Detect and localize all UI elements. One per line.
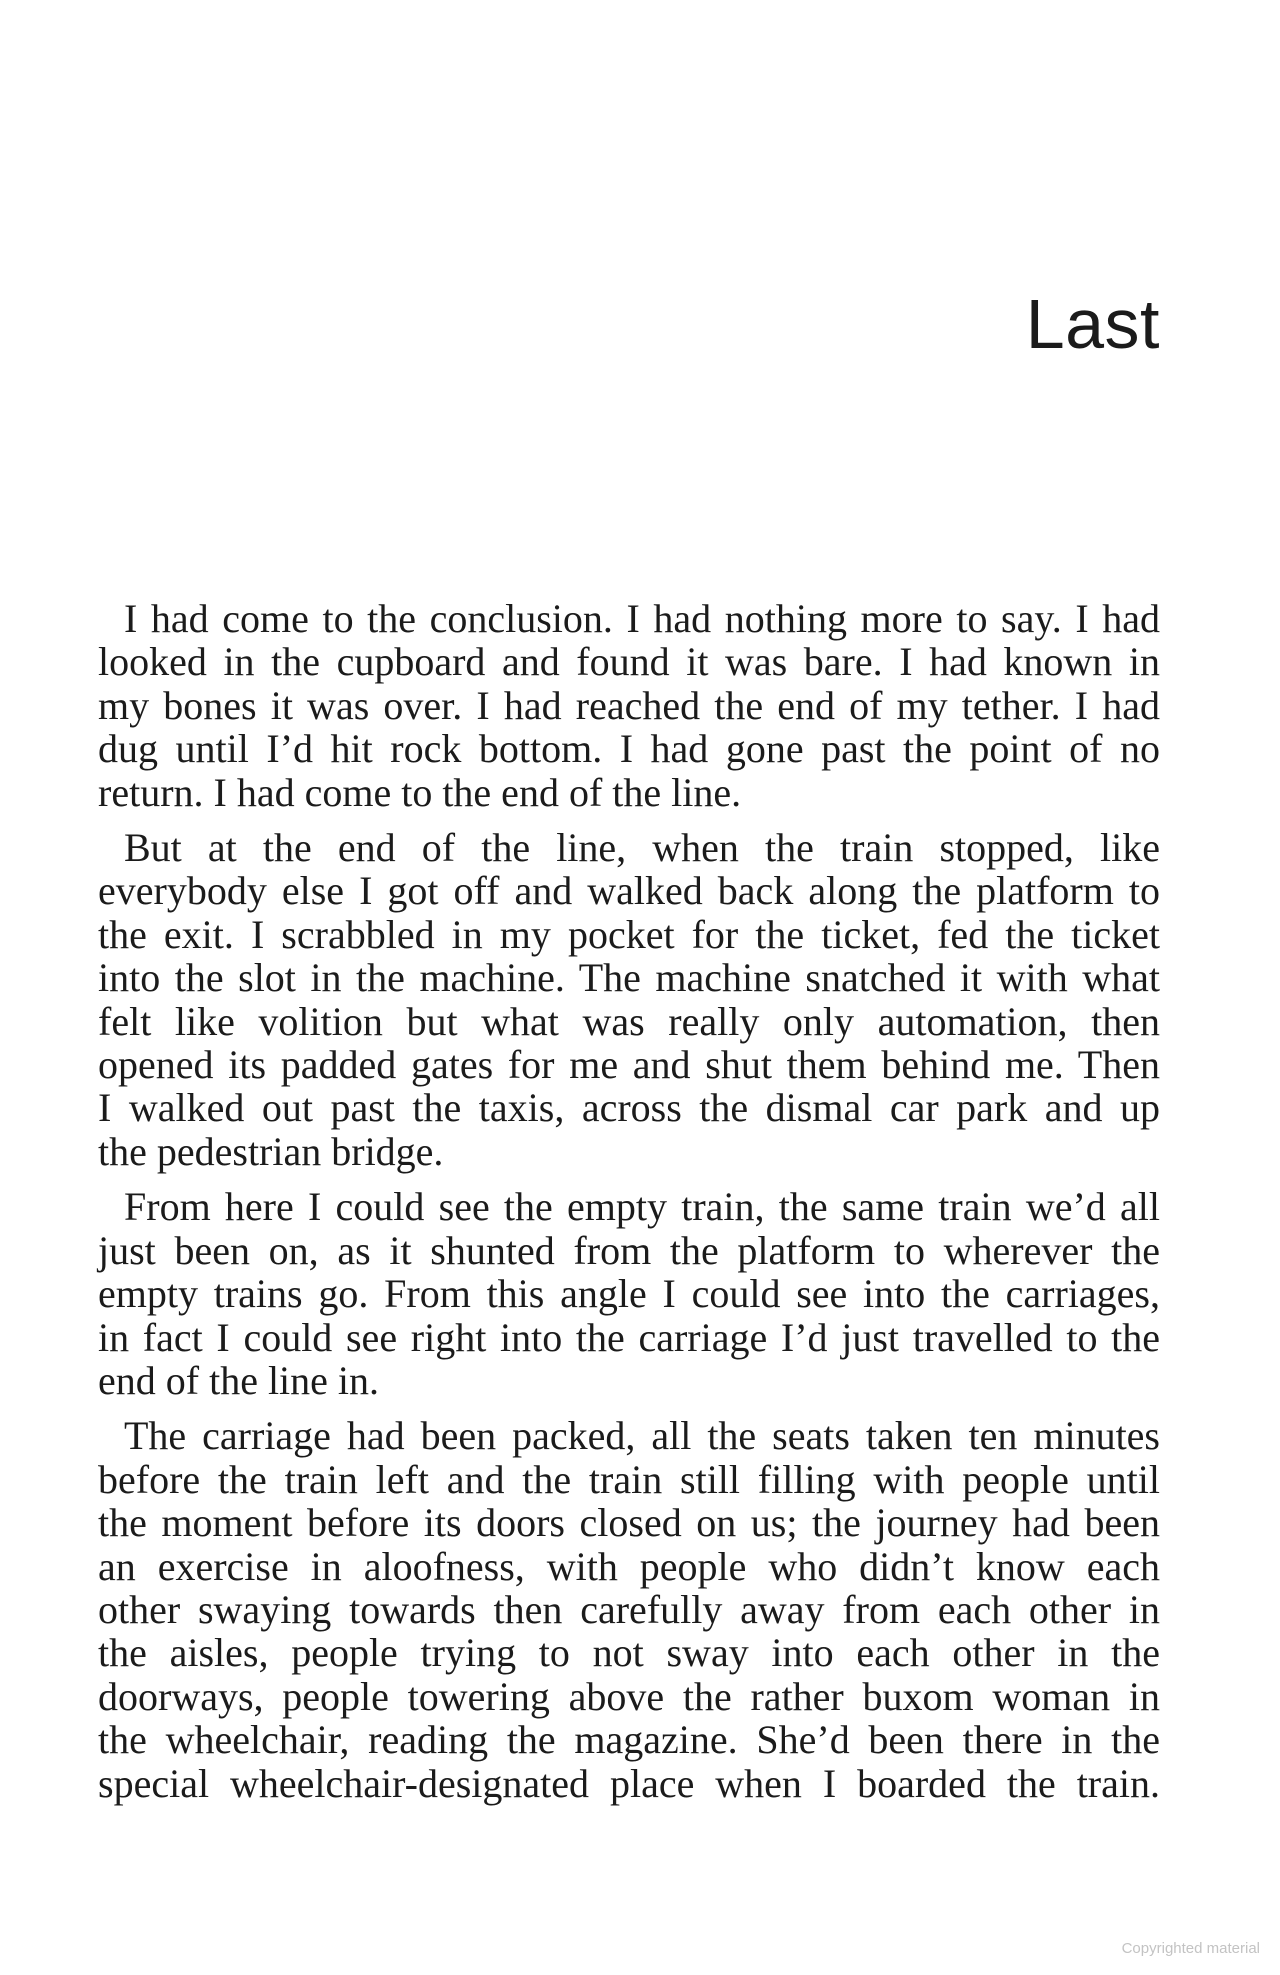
body-text xyxy=(98,597,1160,1805)
text-line: the aisles, people trying to not sway into each other in the xyxy=(98,1630,1160,1676)
paragraph xyxy=(98,1414,1160,1805)
text-line: just been on, as it shunted from the platform to wherever the xyxy=(98,1227,1160,1273)
text-line: I had come to the conclusion. I had nothing more to say. I had xyxy=(124,596,1160,641)
text-line: the wheelchair, reading the magazine. She’d been there in the xyxy=(98,1717,1160,1763)
text-line: looked in the cupboard and found it was bare. I had known in xyxy=(98,639,1160,685)
text-line: felt like volition but what was really only automation, then xyxy=(98,998,1160,1044)
text-line: dug until I’d hit rock bottom. I had gone past the point of no xyxy=(98,726,1160,772)
text-line: From here I could see the empty train, the same train we’d all xyxy=(124,1184,1160,1230)
text-line: my bones it was over. I had reached the end of my tether. I had xyxy=(98,682,1160,728)
text-line: everybody else I got off and walked back along the platform to xyxy=(98,868,1160,914)
paragraph xyxy=(98,597,1160,814)
text-line: end of the line in. xyxy=(98,1357,380,1403)
text-line: The carriage had been packed, all the seats taken ten minutes xyxy=(124,1413,1160,1459)
text-line: the exit. I scrabbled in my pocket for the ticket, fed the ticket xyxy=(98,911,1160,957)
text-line: I walked out past the taxis, across the dismal car park and up xyxy=(98,1085,1160,1131)
text-line: in fact I could see right into the carriage I’d just travelled to the xyxy=(98,1314,1160,1360)
text-line: an exercise in aloofness, with people who didn’t know each xyxy=(98,1543,1160,1589)
text-line: return. I had come to the end of the line. xyxy=(98,769,742,815)
text-line: before the train left and the train still filling with people until xyxy=(98,1456,1160,1502)
text-line: into the slot in the machine. The machine snatched it with what xyxy=(98,955,1160,1001)
chapter-title: Last xyxy=(1025,285,1160,363)
paragraph xyxy=(98,826,1160,1173)
text-line: opened its padded gates for me and shut them behind me. Then xyxy=(98,1042,1160,1088)
paragraph xyxy=(98,1185,1160,1402)
text-line: empty trains go. From this angle I could see into the carriages, xyxy=(98,1271,1160,1317)
text-line: special wheelchair-designated place when I boarded the train. xyxy=(98,1760,1160,1806)
text-line: doorways, people towering above the rather buxom woman in xyxy=(98,1673,1160,1719)
text-line: the pedestrian bridge. xyxy=(98,1128,444,1174)
text-line: other swaying towards then carefully away from each other in xyxy=(98,1586,1160,1632)
text-line: But at the end of the line, when the train stopped, like xyxy=(124,825,1160,871)
copyright-watermark: Copyrighted material xyxy=(1121,1940,1260,1957)
text-line: the moment before its doors closed on us; the journey had been xyxy=(98,1500,1160,1546)
